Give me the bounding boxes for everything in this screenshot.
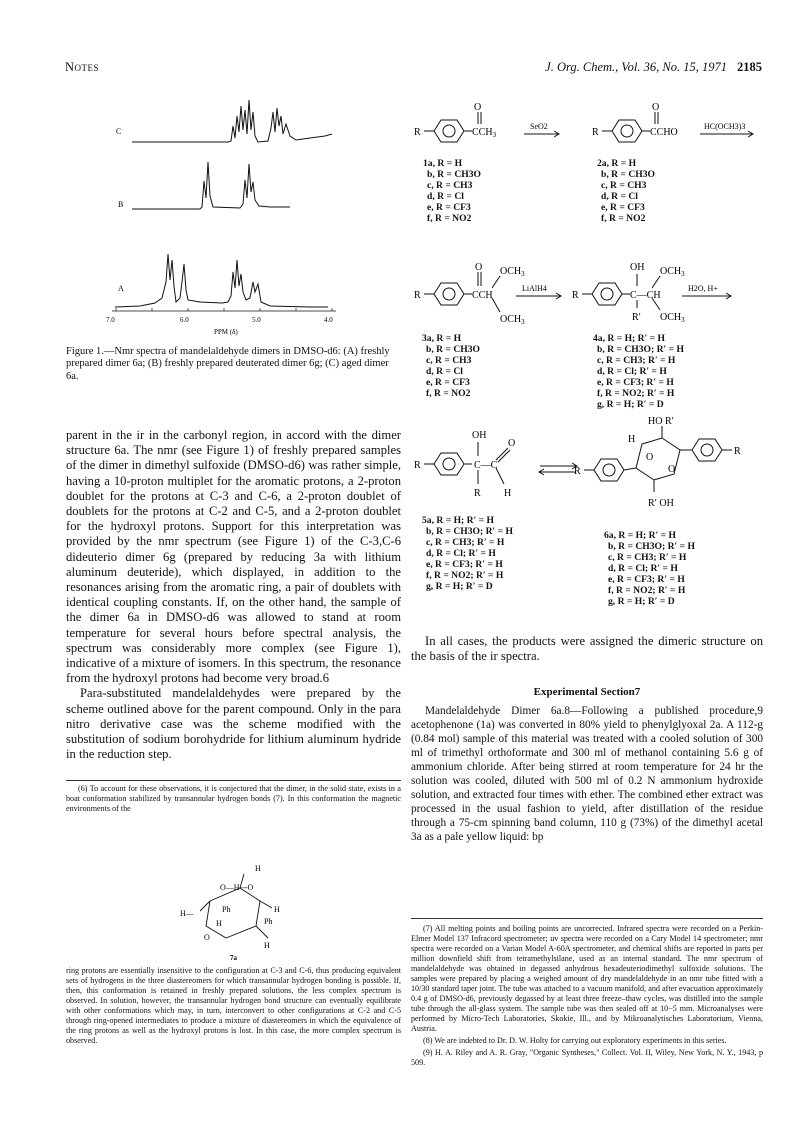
list-item: 6a, R = H; R′ = H bbox=[604, 530, 676, 541]
paragraph: In all cases, the products were assigned the dimeric structure on the basis of the ir spectra. bbox=[411, 634, 763, 664]
svg-text:R: R bbox=[572, 290, 579, 301]
svg-text:H: H bbox=[255, 864, 261, 873]
reagent-lialh4: LiAlH4 bbox=[522, 284, 547, 293]
tick-label: 5.0 bbox=[252, 316, 261, 324]
trace-label-b: B bbox=[118, 200, 124, 209]
svg-text:R: R bbox=[414, 290, 421, 301]
nmr-figure bbox=[106, 86, 370, 336]
list-item: f, R = NO2 bbox=[426, 388, 471, 399]
svg-text:R: R bbox=[574, 466, 581, 477]
reagent-acid: H2O, H+ bbox=[688, 284, 718, 293]
footnote-text: (9) H. A. Riley and A. R. Gray, "Organic Syntheses," Collect. Vol. II, Wiley, New York, N. Y., 1943, p 509. bbox=[411, 1048, 763, 1067]
list-item: d, R = Cl bbox=[426, 366, 463, 377]
svg-text:H: H bbox=[274, 905, 280, 914]
svg-text:H: H bbox=[504, 488, 512, 499]
page-number: 2185 bbox=[737, 60, 762, 74]
list-item: d, R = Cl; R′ = H bbox=[608, 563, 678, 574]
list-item: c, R = CH3; R′ = H bbox=[597, 355, 676, 366]
compound-list-6 bbox=[604, 530, 695, 607]
tick-label: 6.0 bbox=[180, 316, 189, 324]
footnote-text: ring protons are essentially insensitive to the configuration at C-3 and C-6, thus producing equivalent sets of hydrogens in the three diastereomers for which transannular hydrogen bonding is possible. If, then, this conformation is retained in freshly prepared solutions, the less complex spectrum is observed. In solution, however, the transannular hydrogen bond structure can eventually equilibrate with other conformations which may, in turn, interconvert to other configurations at C-2 and C-5 through ring-opened intermediates to produce a mixture of diastereomers in which the equivalence of the ring protons as well as the hydroxyl protons is lost. In this case, the more complex spectrum is observed. bbox=[66, 966, 401, 1045]
svg-text:CCH3: $CCH_3$ bbox=[472, 127, 497, 139]
svg-text:R: R bbox=[474, 488, 481, 499]
list-item: b, R = CH3O; R′ = H bbox=[608, 541, 695, 552]
list-item: 2a, R = H bbox=[597, 158, 637, 169]
svg-text:OCH3: $OCH_3$ bbox=[500, 266, 525, 278]
list-item: d, R = Cl bbox=[601, 191, 638, 202]
nmr-trace-a bbox=[115, 254, 328, 307]
list-item: 5a, R = H; R′ = H bbox=[422, 515, 494, 526]
svg-text:Ph: Ph bbox=[222, 905, 231, 914]
list-item: d, R = Cl bbox=[427, 191, 464, 202]
paragraph: Para-substituted mandelaldehydes were prepared by the scheme outlined above for the parent compound. Only in the para nitro derivative case was the scheme modified with the substitution of sodium borohydride for lithium aluminum hydride in the reduction step. bbox=[66, 686, 401, 762]
svg-text:H: H bbox=[264, 941, 270, 950]
svg-text:O: O bbox=[475, 262, 483, 273]
svg-text:H: H bbox=[216, 919, 222, 928]
scheme-row-3 bbox=[412, 412, 767, 512]
footnote-6 bbox=[66, 784, 401, 816]
list-item: d, R = Cl; R′ = H bbox=[426, 548, 496, 559]
svg-text:C—C: C—C bbox=[474, 460, 498, 471]
svg-text:Ph: Ph bbox=[264, 917, 273, 926]
running-head-left: Notes bbox=[65, 60, 100, 74]
paragraph: parent in the ir in the carbonyl region, in accord with the dimer structure 6a. The nmr (see Figure 1) of freshly prepared samples of the dimer in dimethyl sulfoxide (DMSO-d6) was rather simple, having a 10-proton multiplet for the aromatic protons, a 2-proton doublet for the protons at C-3 and C-6, a 2-proton doublet of doublets for the protons at C-2 and C-5, and a 2-proton doublet for the hydroxyl protons. Support for this interpretation was provided by the nmr spectrum (see Figure 1) of the C-3,C-6 dideuterio dimer 6g (prepared by reducing 3a with lithium aluminum deuteride), which displayed, in addition to the resonances arising from the aromatic ring, a pair of doublets with identical coupling constants. If, on the other hand, the sample of the dimer 6a in DMSO-d6 was allowed to stand at room temperature for several hours before spectral analysis, the spectrum was considerably more complex (see Figure 1), indicative of a mixture of isomers. In this spectrum, the resonance from the hydroxyl protons had become very broad.6 bbox=[66, 428, 401, 686]
footnote-rule bbox=[66, 780, 401, 781]
footnote-rule bbox=[411, 918, 763, 919]
footnote-text: (7) All melting points and boiling points are uncorrected. Infrared spectra were recorded on a Perkin-Elmer Model 137 Infracord spectrometer; uv spectra were recorded on a Cary Model 14 spectrometer; nmr spectra were recorded on a Varian Model A-60A spectrometer, and chemical shifts are reported in parts per million downfield shift from tetramethylsilane, used as an internal standard. The nmr spectrum of mandelaldehyde was obtained in degassed anhydrous hexadeuteriodimethyl sulfoxide solutions. The samples were prepared by placing a weighed amount of dry mandelaldehyde in an nmr tube fitted with a 10/30 standard taper joint. The tube was attached to a vacuum manifold, and after evacuation approximately 0.4 g of DMSO-d6, previously degassed by at least three freeze–thaw cycles, was distilled into the sample tube through the all-glass system. The sample tube was then sealed off at 10−5 mm. Microanalyses were performed by Micro-Tech Laboratories, Skokie, Ill., and by Mikroanalytisches Laboratorium, Vienna, Austria. bbox=[411, 924, 763, 1033]
list-item: d, R = Cl; R′ = H bbox=[597, 366, 667, 377]
footnote-6-cont bbox=[66, 966, 401, 1048]
svg-text:OH: OH bbox=[630, 262, 645, 273]
trace-label-c: C bbox=[116, 127, 122, 136]
list-item: e, R = CF3; R′ = H bbox=[608, 574, 685, 585]
svg-text:CCH: CCH bbox=[472, 290, 493, 301]
list-item: b, R = CH3O; R′ = H bbox=[597, 344, 684, 355]
running-head-right bbox=[545, 60, 762, 75]
list-item: c, R = CH3 bbox=[427, 180, 473, 191]
scheme-row-1 bbox=[412, 88, 767, 158]
svg-text:O: O bbox=[668, 464, 676, 475]
compound-list-4 bbox=[593, 333, 684, 410]
svg-text:R′: R′ bbox=[632, 312, 641, 323]
list-item: c, R = CH3; R′ = H bbox=[426, 537, 505, 548]
footnote-text: (6) To account for these observations, it is conjectured that the dimer, in the solid state, exists in a boat conformation stabilized by transannular hydrogen bonds (7). In this conformation the magnetic environments of the bbox=[66, 784, 401, 813]
list-item: e, R = CF3 bbox=[427, 202, 471, 213]
list-item: c, R = CH3 bbox=[601, 180, 647, 191]
svg-text:O: O bbox=[508, 438, 516, 449]
list-item: f, R = NO2; R′ = H bbox=[597, 388, 675, 399]
footnote-text: (8) We are indebted to Dr. D. W. Holty for carrying out exploratory experiments in this series. bbox=[423, 1036, 727, 1045]
svg-text:R: R bbox=[592, 127, 599, 138]
svg-text:OH: OH bbox=[472, 430, 487, 441]
compound-list-3 bbox=[422, 333, 480, 399]
paragraph: Mandelaldehyde Dimer 6a.8—Following a published procedure,9 acetophenone (1a) was converted in 80% yield to phenylglyoxal 2a. A 112-g (0.84 mol) sample of this material was treated with a cooled solution of 300 ml of trimethyl orthoformate and 300 ml of methanol containing 5.6 g of ammonium chloride. After being stirred at room temperature for 24 hr the solution was cooled, diluted with 500 ml of 0.2 N ammonium hydroxide solution, and extracted four times with ether. The combined ether extract was processed in the usual fashion to yield, after distillation of the residue through a 75-cm spinning band column, 110 g (73%) of the dimethyl acetal 3a as a pale yellow liquid: bp bbox=[411, 705, 763, 843]
svg-text:OCH3: $OCH_3$ bbox=[500, 314, 525, 326]
list-item: f, R = NO2 bbox=[601, 213, 646, 224]
axis-label: PPM (δ) bbox=[214, 328, 238, 336]
svg-text:H: H bbox=[628, 434, 636, 445]
compound-list-5 bbox=[422, 515, 513, 592]
list-item: 1a, R = H bbox=[423, 158, 463, 169]
list-item: c, R = CH3 bbox=[426, 355, 472, 366]
compound-list-1 bbox=[423, 158, 481, 224]
section-title: Experimental Section7 bbox=[533, 686, 641, 698]
list-item: e, R = CF3; R′ = H bbox=[426, 559, 503, 570]
experimental-body bbox=[411, 704, 763, 844]
svg-text:O: O bbox=[646, 452, 654, 463]
svg-text:HO R′: HO R′ bbox=[648, 416, 674, 427]
tick-label: 4.0 bbox=[324, 316, 333, 324]
list-item: e, R = CF3 bbox=[426, 377, 470, 388]
list-item: g, R = H; R′ = D bbox=[608, 596, 675, 607]
figure-caption: Figure 1.—Nmr spectra of mandelaldehyde dimers in DMSO-d6: (A) freshly prepared dimer 6a; (B) freshly prepared deuterated dimer 6g; (C) aged dimer 6a. bbox=[66, 346, 390, 382]
reagent-seo2: SeO2 bbox=[530, 122, 548, 131]
footnotes-right bbox=[411, 924, 763, 1070]
list-item: g, R = H; R′ = D bbox=[597, 399, 664, 410]
left-body bbox=[66, 428, 401, 762]
svg-text:OCH3: $OCH_3$ bbox=[660, 312, 685, 324]
compound-list-2 bbox=[597, 158, 655, 224]
list-item: 3a, R = H bbox=[422, 333, 462, 344]
list-item: b, R = CH3O; R′ = H bbox=[426, 526, 513, 537]
list-item: c, R = CH3; R′ = H bbox=[608, 552, 687, 563]
trace-label-a: A bbox=[118, 284, 124, 293]
nmr-trace-b bbox=[132, 162, 290, 209]
list-item: 4a, R = H; R′ = H bbox=[593, 333, 665, 344]
svg-text:O: O bbox=[652, 102, 660, 113]
right-body bbox=[411, 634, 763, 664]
list-item: b, R = CH3O bbox=[426, 344, 480, 355]
list-item: f, R = NO2 bbox=[427, 213, 472, 224]
nmr-trace-c bbox=[132, 100, 332, 142]
svg-text:H—: H— bbox=[180, 909, 194, 918]
list-item: b, R = CH3O bbox=[601, 169, 655, 180]
list-item: f, R = NO2; R′ = H bbox=[608, 585, 686, 596]
svg-text:R: R bbox=[734, 446, 741, 457]
list-item: f, R = NO2; R′ = H bbox=[426, 570, 504, 581]
svg-text:O: O bbox=[204, 933, 210, 942]
svg-text:R: R bbox=[414, 460, 421, 471]
list-item: b, R = CH3O bbox=[427, 169, 481, 180]
svg-text:R′ OH: R′ OH bbox=[648, 498, 674, 509]
list-item: e, R = CF3 bbox=[601, 202, 645, 213]
journal-citation: J. Org. Chem., Vol. 36, No. 15, 1971 bbox=[545, 60, 727, 74]
tick-label: 7.0 bbox=[106, 316, 115, 324]
structure-7a bbox=[160, 856, 310, 964]
scheme-row-2 bbox=[412, 258, 767, 330]
structure-label: 7a bbox=[230, 954, 237, 962]
reagent-orthoformate: HC(OCH3)3 bbox=[704, 122, 746, 131]
svg-text:OCH3: $OCH_3$ bbox=[660, 266, 685, 278]
svg-text:R: R bbox=[414, 127, 421, 138]
list-item: e, R = CF3; R′ = H bbox=[597, 377, 674, 388]
svg-text:C—CH: C—CH bbox=[630, 290, 661, 301]
svg-text:CCHO: CCHO bbox=[650, 127, 678, 138]
svg-text:O: O bbox=[474, 102, 482, 113]
svg-text:O—H---O: O—H---O bbox=[220, 883, 254, 892]
list-item: g, R = H; R′ = D bbox=[426, 581, 493, 592]
